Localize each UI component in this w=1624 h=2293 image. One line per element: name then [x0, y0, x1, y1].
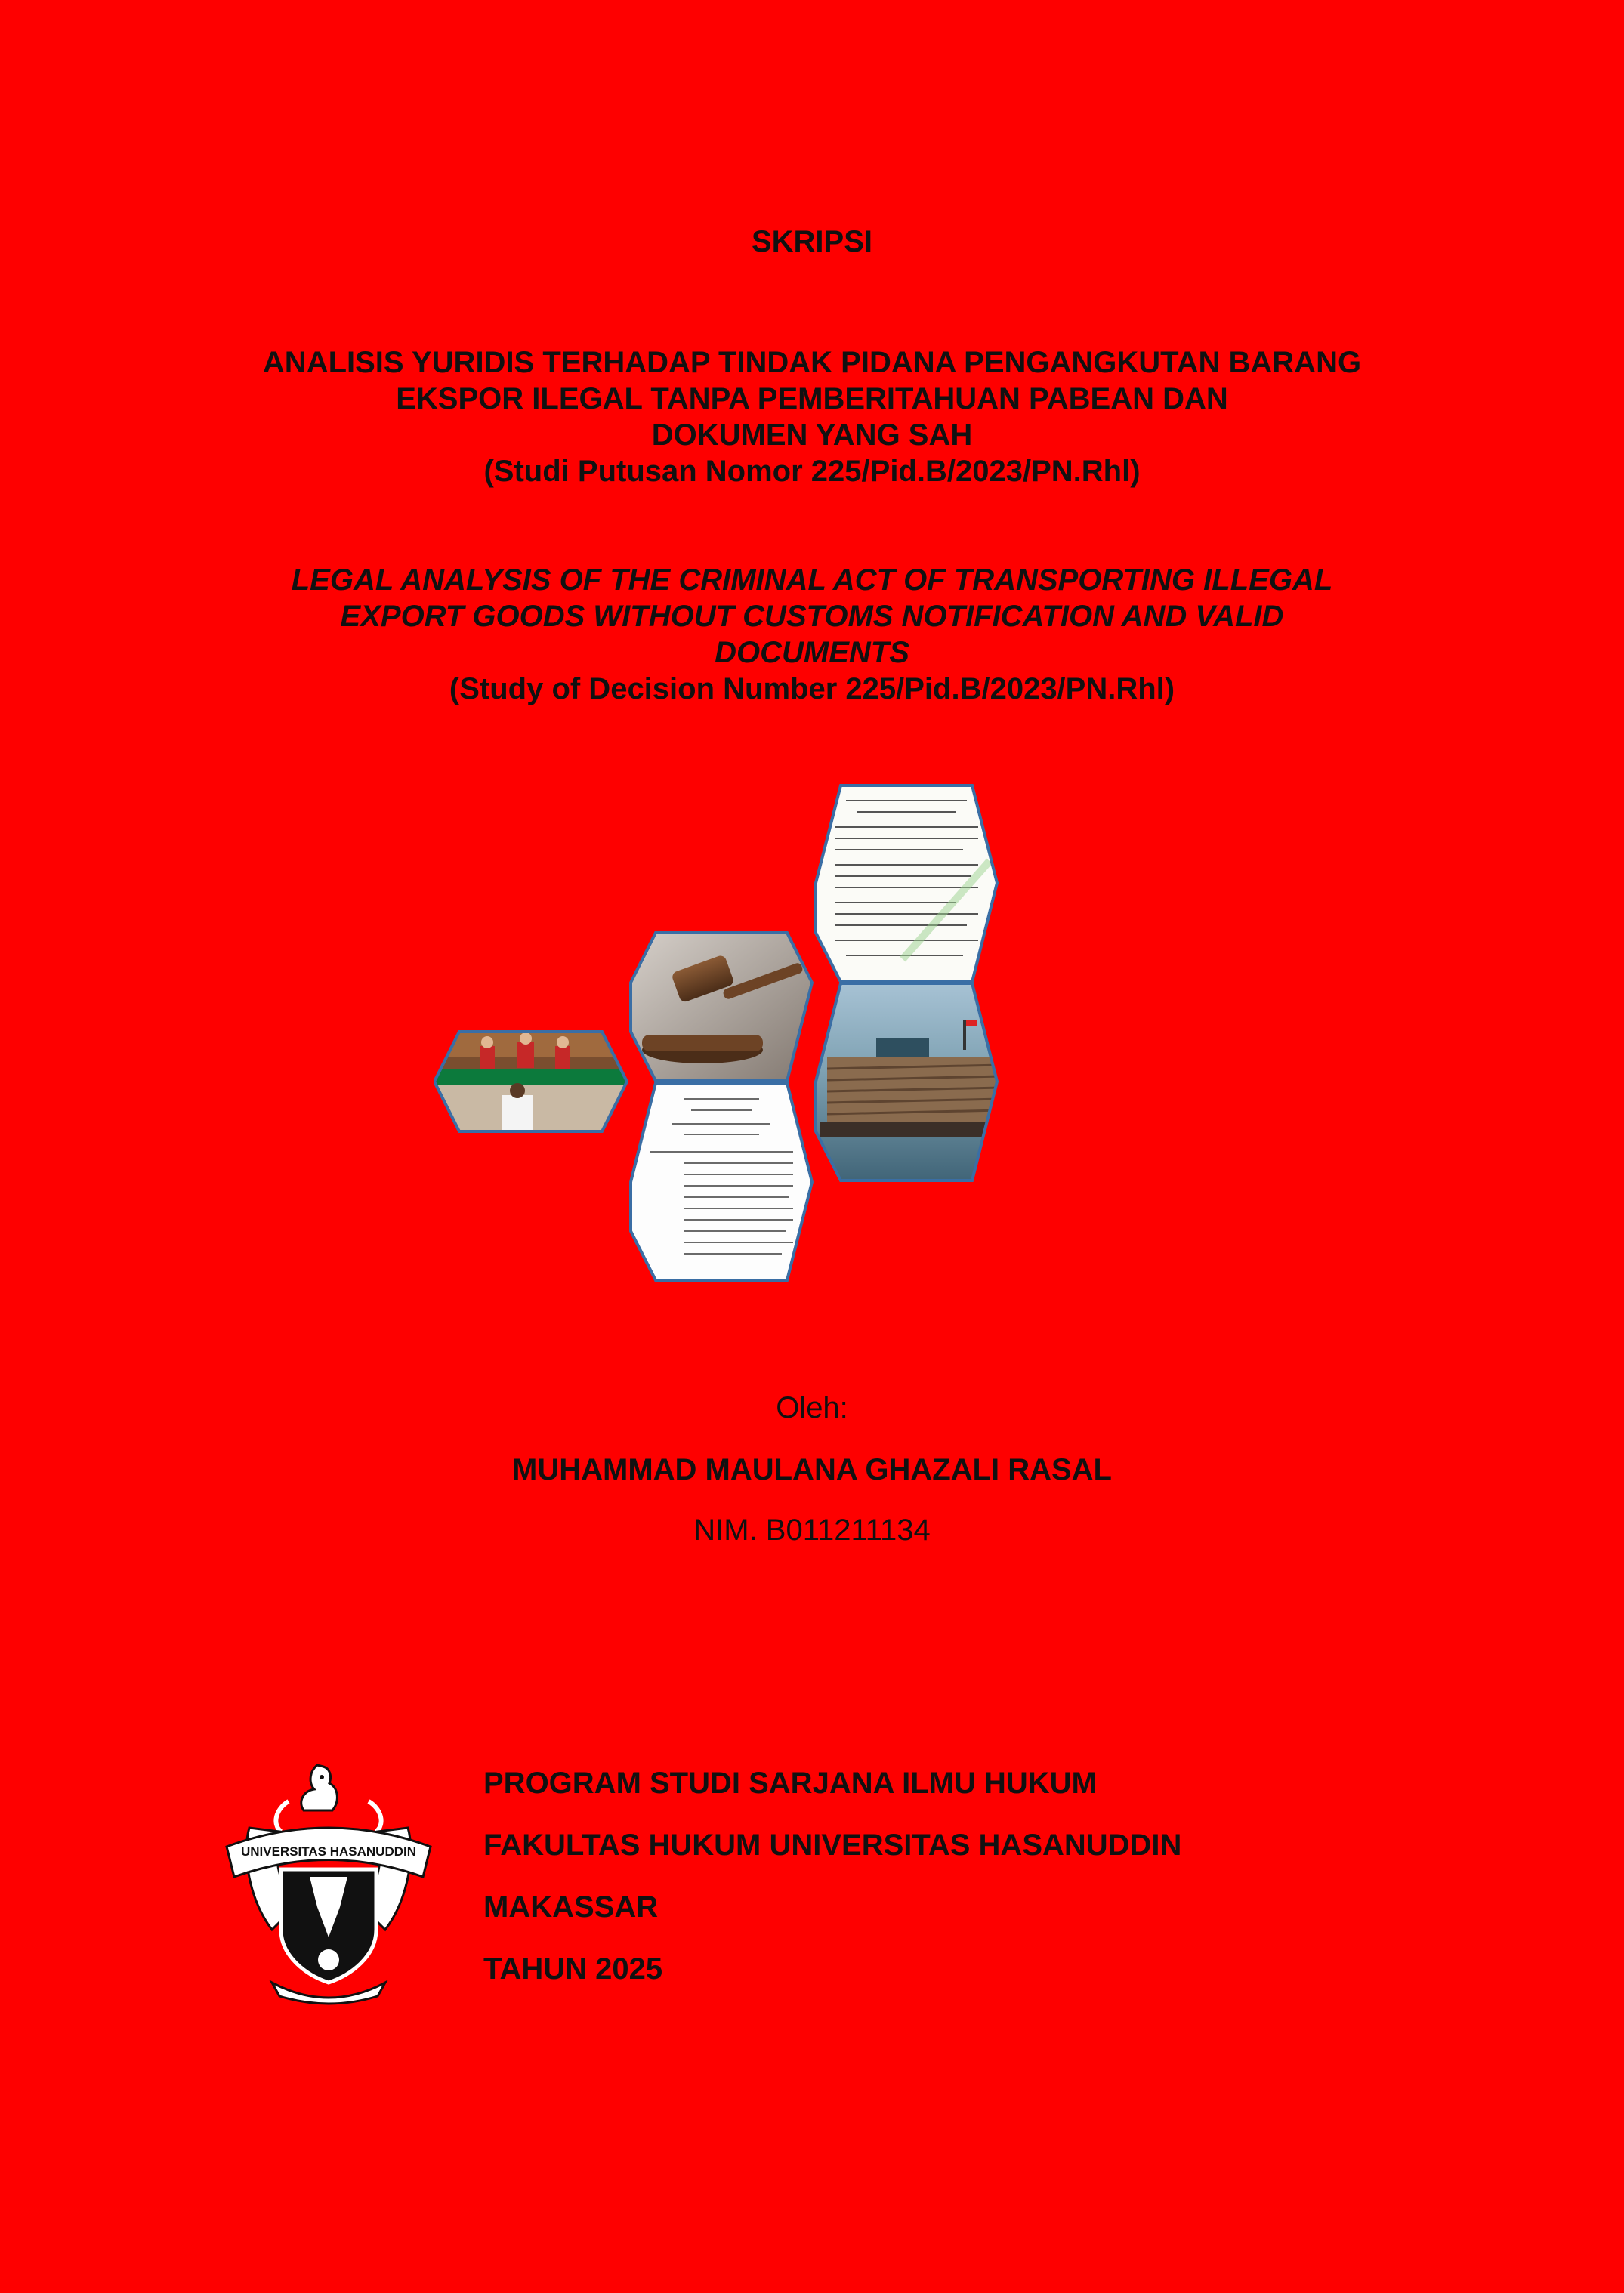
courtroom-photo-icon: [434, 1027, 631, 1137]
title-en-line: LEGAL ANALYSIS OF THE CRIMINAL ACT OF TRANSPORTING ILLEGAL: [291, 563, 1333, 597]
title-id-line: EKSPOR ILEGAL TANPA PEMBERITAHUAN PABEAN DAN: [396, 382, 1228, 415]
title-id-line: (Studi Putusan Nomor 225/Pid.B/2023/PN.Rhl): [483, 455, 1141, 488]
institution-block: [483, 1752, 1465, 2000]
title-en-subtitle: (Study of Decision Number 225/Pid.B/2023/PN.Rhl): [449, 672, 1175, 705]
city-name: MAKASSAR: [483, 1890, 659, 1924]
hexagon-collage: [434, 778, 1061, 1292]
student-id: NIM. B011211134: [693, 1514, 931, 1547]
title-english: [0, 562, 1624, 707]
author-name: MUHAMMAD MAULANA GHAZALI RASAL: [512, 1453, 1112, 1486]
verdict-document-icon: [812, 782, 1001, 986]
title-indonesian: [0, 344, 1624, 489]
program-name: PROGRAM STUDI SARJANA ILMU HUKUM: [483, 1767, 1097, 1800]
title-en-line: EXPORT GOODS WITHOUT CUSTOMS NOTIFICATION AND VALID: [340, 600, 1284, 633]
by-label: Oleh:: [776, 1391, 848, 1424]
year-label: TAHUN 2025: [483, 1952, 663, 1986]
document-type-label: SKRIPSI: [751, 225, 873, 258]
timber-boat-photo-icon: [812, 978, 1005, 1186]
title-id-line: ANALISIS YURIDIS TERHADAP TINDAK PIDANA PENGANGKUTAN BARANG: [262, 346, 1362, 379]
emblem-banner-text: UNIVERSITAS HASANUDDIN: [240, 1844, 417, 1859]
title-en-line: DOCUMENTS: [715, 636, 909, 669]
title-id-line: DOKUMEN YANG SAH: [651, 418, 973, 452]
faculty-name: FAKULTAS HUKUM UNIVERSITAS HASANUDDIN: [483, 1829, 1182, 1862]
university-emblem-icon: [219, 1756, 438, 2005]
decision-document-icon: [627, 1080, 816, 1284]
